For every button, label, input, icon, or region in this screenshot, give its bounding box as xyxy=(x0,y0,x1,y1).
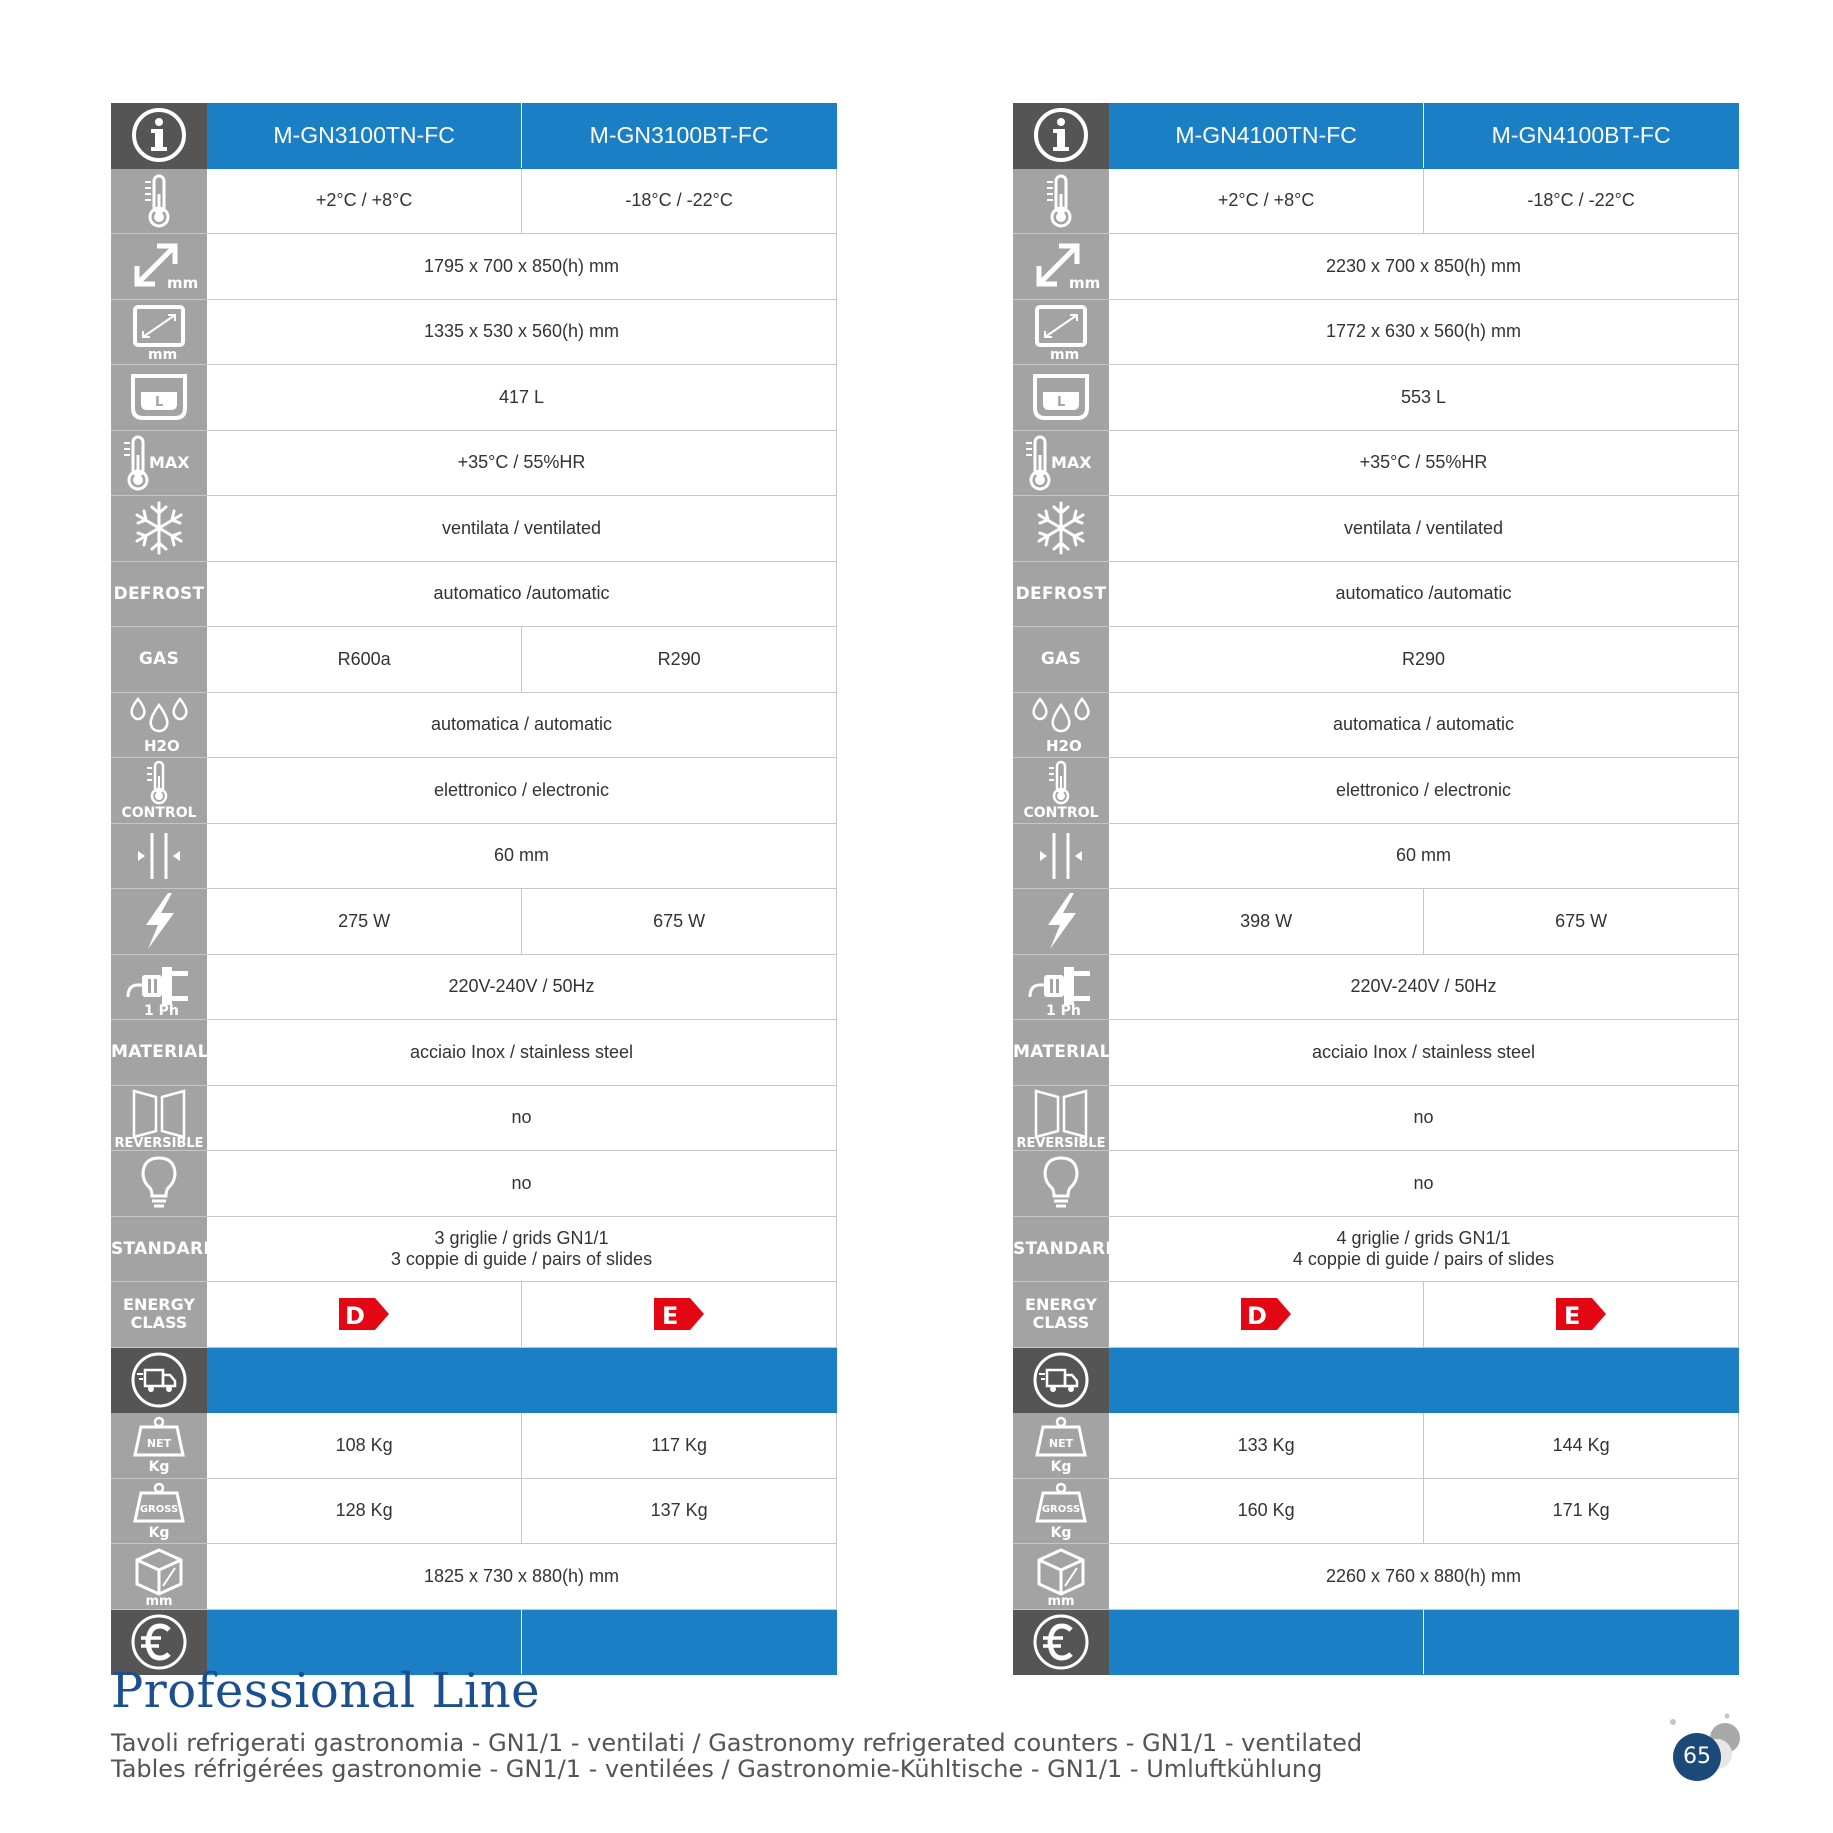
page-number: 65 xyxy=(1673,1733,1721,1781)
material-label: MATERIAL xyxy=(111,1042,209,1063)
max-label: MAX xyxy=(1051,452,1092,472)
svg-text:D: D xyxy=(1247,1302,1268,1331)
gross-weight-value: 128 Kg xyxy=(207,1478,522,1544)
price-cell xyxy=(522,1609,837,1675)
cooling-value: ventilata / ventilated xyxy=(1109,496,1739,562)
climate-class-value: +35°C / 55%HR xyxy=(207,430,837,496)
capacity-icon xyxy=(1013,365,1109,431)
liter-label: L xyxy=(155,395,164,411)
defrost-label: DEFROST xyxy=(1015,583,1107,604)
net-weight-value: 108 Kg xyxy=(207,1413,522,1479)
standard-line-1: 4 griglie / grids GN1/1 xyxy=(1336,1227,1511,1248)
gross-weight-icon xyxy=(1013,1478,1109,1544)
kg-label: Kg xyxy=(148,1524,170,1541)
subtitle-line-2: Tables réfrigérées gastronomie - GN1/1 - ventilées / Gastronomie-Kühltische - GN1/1 - Umluftkühlung xyxy=(111,1755,1323,1783)
subtitle-line-1: Tavoli refrigerati gastronomia - GN1/1 - ventilati / Gastronomy refrigerated counters - GN1/1 - ventilated xyxy=(111,1729,1363,1757)
energy-label: ENERGY xyxy=(123,1295,195,1315)
insulation-icon xyxy=(111,823,207,889)
plug-icon xyxy=(111,954,207,1020)
mm-label: mm xyxy=(1069,274,1101,293)
mm-label: mm xyxy=(145,1594,173,1610)
reversible-label: REVERSIBLE xyxy=(114,1135,204,1151)
gas-value: R290 xyxy=(522,627,837,693)
gas-label: GAS xyxy=(1040,649,1082,670)
net-weight-icon xyxy=(1013,1413,1109,1479)
kg-label: Kg xyxy=(1050,1459,1072,1476)
info-icon xyxy=(111,103,207,168)
energy-class-cell xyxy=(522,1282,837,1348)
svg-text:D: D xyxy=(345,1302,366,1331)
phase-label: 1 Ph xyxy=(1046,1002,1081,1019)
thermometer-icon xyxy=(1013,168,1109,234)
defrost-value: automatico /automatic xyxy=(207,561,837,627)
reversible-door-icon xyxy=(1013,1085,1109,1151)
capacity-value: 553 L xyxy=(1109,365,1739,431)
control-value: elettronico / electronic xyxy=(207,758,837,824)
energy-class-badge xyxy=(1556,1298,1606,1330)
control-label: CONTROL xyxy=(1023,805,1099,822)
standard-line-1: 3 griglie / grids GN1/1 xyxy=(434,1227,609,1248)
page-title: Professional Line xyxy=(111,1663,541,1719)
gross-weight-value: 171 Kg xyxy=(1424,1478,1739,1544)
defrost-label-cell xyxy=(111,561,207,627)
water-drops-icon xyxy=(1013,692,1109,758)
model-name: M-GN4100BT-FC xyxy=(1424,103,1739,168)
energy-label: ENERGY xyxy=(1025,1295,1097,1315)
standard-line-2: 4 coppie di guide / pairs of slides xyxy=(1292,1248,1555,1269)
package-box-icon xyxy=(1013,1544,1109,1610)
material-label: MATERIAL xyxy=(1013,1042,1111,1063)
packing-dimensions-value: 1825 x 730 x 880(h) mm xyxy=(207,1544,837,1610)
reversible-door-icon xyxy=(111,1085,207,1151)
defrost-label-cell xyxy=(1013,561,1109,627)
light-value: no xyxy=(207,1151,837,1217)
gross-weight-icon xyxy=(111,1478,207,1544)
net-weight-icon xyxy=(111,1413,207,1479)
net-label: NET xyxy=(1048,1437,1074,1451)
reversible-value: no xyxy=(207,1085,837,1151)
external-dimensions-icon xyxy=(111,234,207,300)
energy-class-badge xyxy=(1241,1298,1291,1330)
net-weight-value: 144 Kg xyxy=(1424,1413,1739,1479)
insulation-value: 60 mm xyxy=(207,823,837,889)
page-number-badge xyxy=(1665,1710,1745,1790)
svg-text:E: E xyxy=(1564,1302,1581,1331)
spec-table-left xyxy=(111,103,837,1675)
control-icon xyxy=(111,758,207,824)
standard-equipment-value xyxy=(207,1216,837,1282)
power-value: 675 W xyxy=(1424,889,1739,955)
gross-label: GROSS xyxy=(1041,1503,1081,1515)
shipping-section-bar xyxy=(207,1347,837,1413)
power-value: 675 W xyxy=(522,889,837,955)
gross-weight-value: 137 Kg xyxy=(522,1478,837,1544)
internal-dimensions-icon xyxy=(1013,299,1109,365)
mm-label: mm xyxy=(1050,346,1080,363)
price-cell xyxy=(1424,1609,1739,1675)
liter-label: L xyxy=(1057,395,1066,411)
package-box-icon xyxy=(111,1544,207,1610)
svg-text:E: E xyxy=(662,1302,679,1331)
shipping-section-bar xyxy=(1109,1347,1739,1413)
light-value: no xyxy=(1109,1151,1739,1217)
energy-class-badge xyxy=(654,1298,704,1330)
voltage-value: 220V-240V / 50Hz xyxy=(207,954,837,1020)
standard-label: STANDARD xyxy=(1013,1238,1120,1259)
energy-class-label-cell xyxy=(1013,1282,1109,1348)
cooling-value: ventilata / ventilated xyxy=(207,496,837,562)
energy-class-label-cell xyxy=(111,1282,207,1348)
gross-label: GROSS xyxy=(139,1503,179,1515)
temperature-value: +2°C / +8°C xyxy=(1109,168,1424,234)
power-value: 275 W xyxy=(207,889,522,955)
evaporation-value: automatica / automatic xyxy=(207,692,837,758)
thermometer-icon xyxy=(111,168,207,234)
net-weight-value: 117 Kg xyxy=(522,1413,837,1479)
external-dimensions-value: 2230 x 700 x 850(h) mm xyxy=(1109,234,1739,300)
max-temperature-icon xyxy=(1013,430,1109,496)
energy-class-cell xyxy=(1109,1282,1424,1348)
snowflake-icon xyxy=(1013,496,1109,562)
gas-label-cell xyxy=(111,627,207,693)
reversible-value: no xyxy=(1109,1085,1739,1151)
light-bulb-icon xyxy=(1013,1151,1109,1217)
h2o-label: H2O xyxy=(1046,736,1082,755)
gas-value: R290 xyxy=(1109,627,1739,693)
standard-label: STANDARD xyxy=(111,1238,218,1259)
standard-line-2: 3 coppie di guide / pairs of slides xyxy=(390,1248,653,1269)
material-value: acciaio Inox / stainless steel xyxy=(1109,1020,1739,1086)
model-name: M-GN3100BT-FC xyxy=(522,103,837,168)
phase-label: 1 Ph xyxy=(144,1002,179,1019)
net-weight-value: 133 Kg xyxy=(1109,1413,1424,1479)
temperature-value: -18°C / -22°C xyxy=(522,168,837,234)
internal-dimensions-value: 1335 x 530 x 560(h) mm xyxy=(207,299,837,365)
standard-label-cell xyxy=(111,1216,218,1282)
energy-class-cell xyxy=(207,1282,522,1348)
model-name: M-GN3100TN-FC xyxy=(207,103,522,168)
control-label: CONTROL xyxy=(121,805,197,822)
defrost-value: automatico /automatic xyxy=(1109,561,1739,627)
reversible-label: REVERSIBLE xyxy=(1016,1135,1106,1151)
power-value: 398 W xyxy=(1109,889,1424,955)
euro-icon xyxy=(1013,1609,1109,1675)
spec-table-right xyxy=(1013,103,1739,1675)
evaporation-value: automatica / automatic xyxy=(1109,692,1739,758)
energy-class-cell xyxy=(1424,1282,1739,1348)
model-name: M-GN4100TN-FC xyxy=(1109,103,1424,168)
h2o-label: H2O xyxy=(144,736,180,755)
net-label: NET xyxy=(146,1437,172,1451)
standard-label-cell xyxy=(1013,1216,1120,1282)
lightning-icon xyxy=(111,889,207,955)
internal-dimensions-icon xyxy=(111,299,207,365)
kg-label: Kg xyxy=(1050,1524,1072,1541)
price-cell xyxy=(1109,1609,1424,1675)
standard-equipment-value xyxy=(1109,1216,1739,1282)
info-icon xyxy=(1013,103,1109,168)
light-bulb-icon xyxy=(111,1151,207,1217)
internal-dimensions-value: 1772 x 630 x 560(h) mm xyxy=(1109,299,1739,365)
mm-label: mm xyxy=(148,346,178,363)
max-temperature-icon xyxy=(111,430,207,496)
gas-label: GAS xyxy=(138,649,180,670)
temperature-value: +2°C / +8°C xyxy=(207,168,522,234)
class-label: CLASS xyxy=(1032,1313,1090,1333)
gas-value: R600a xyxy=(207,627,522,693)
control-icon xyxy=(1013,758,1109,824)
delivery-truck-icon xyxy=(111,1347,207,1413)
control-value: elettronico / electronic xyxy=(1109,758,1739,824)
mm-label: mm xyxy=(167,274,199,293)
class-label: CLASS xyxy=(130,1313,188,1333)
plug-icon xyxy=(1013,954,1109,1020)
snowflake-icon xyxy=(111,496,207,562)
water-drops-icon xyxy=(111,692,207,758)
external-dimensions-value: 1795 x 700 x 850(h) mm xyxy=(207,234,837,300)
mm-label: mm xyxy=(1047,1594,1075,1610)
packing-dimensions-value: 2260 x 760 x 880(h) mm xyxy=(1109,1544,1739,1610)
capacity-value: 417 L xyxy=(207,365,837,431)
defrost-label: DEFROST xyxy=(113,583,205,604)
climate-class-value: +35°C / 55%HR xyxy=(1109,430,1739,496)
delivery-truck-icon xyxy=(1013,1347,1109,1413)
material-value: acciaio Inox / stainless steel xyxy=(207,1020,837,1086)
material-label-cell xyxy=(1013,1020,1109,1086)
gas-label-cell xyxy=(1013,627,1109,693)
voltage-value: 220V-240V / 50Hz xyxy=(1109,954,1739,1020)
gross-weight-value: 160 Kg xyxy=(1109,1478,1424,1544)
temperature-value: -18°C / -22°C xyxy=(1424,168,1739,234)
insulation-value: 60 mm xyxy=(1109,823,1739,889)
material-label-cell xyxy=(111,1020,207,1086)
insulation-icon xyxy=(1013,823,1109,889)
capacity-icon xyxy=(111,365,207,431)
external-dimensions-icon xyxy=(1013,234,1109,300)
energy-class-badge xyxy=(339,1298,389,1330)
lightning-icon xyxy=(1013,889,1109,955)
kg-label: Kg xyxy=(148,1459,170,1476)
max-label: MAX xyxy=(149,452,190,472)
